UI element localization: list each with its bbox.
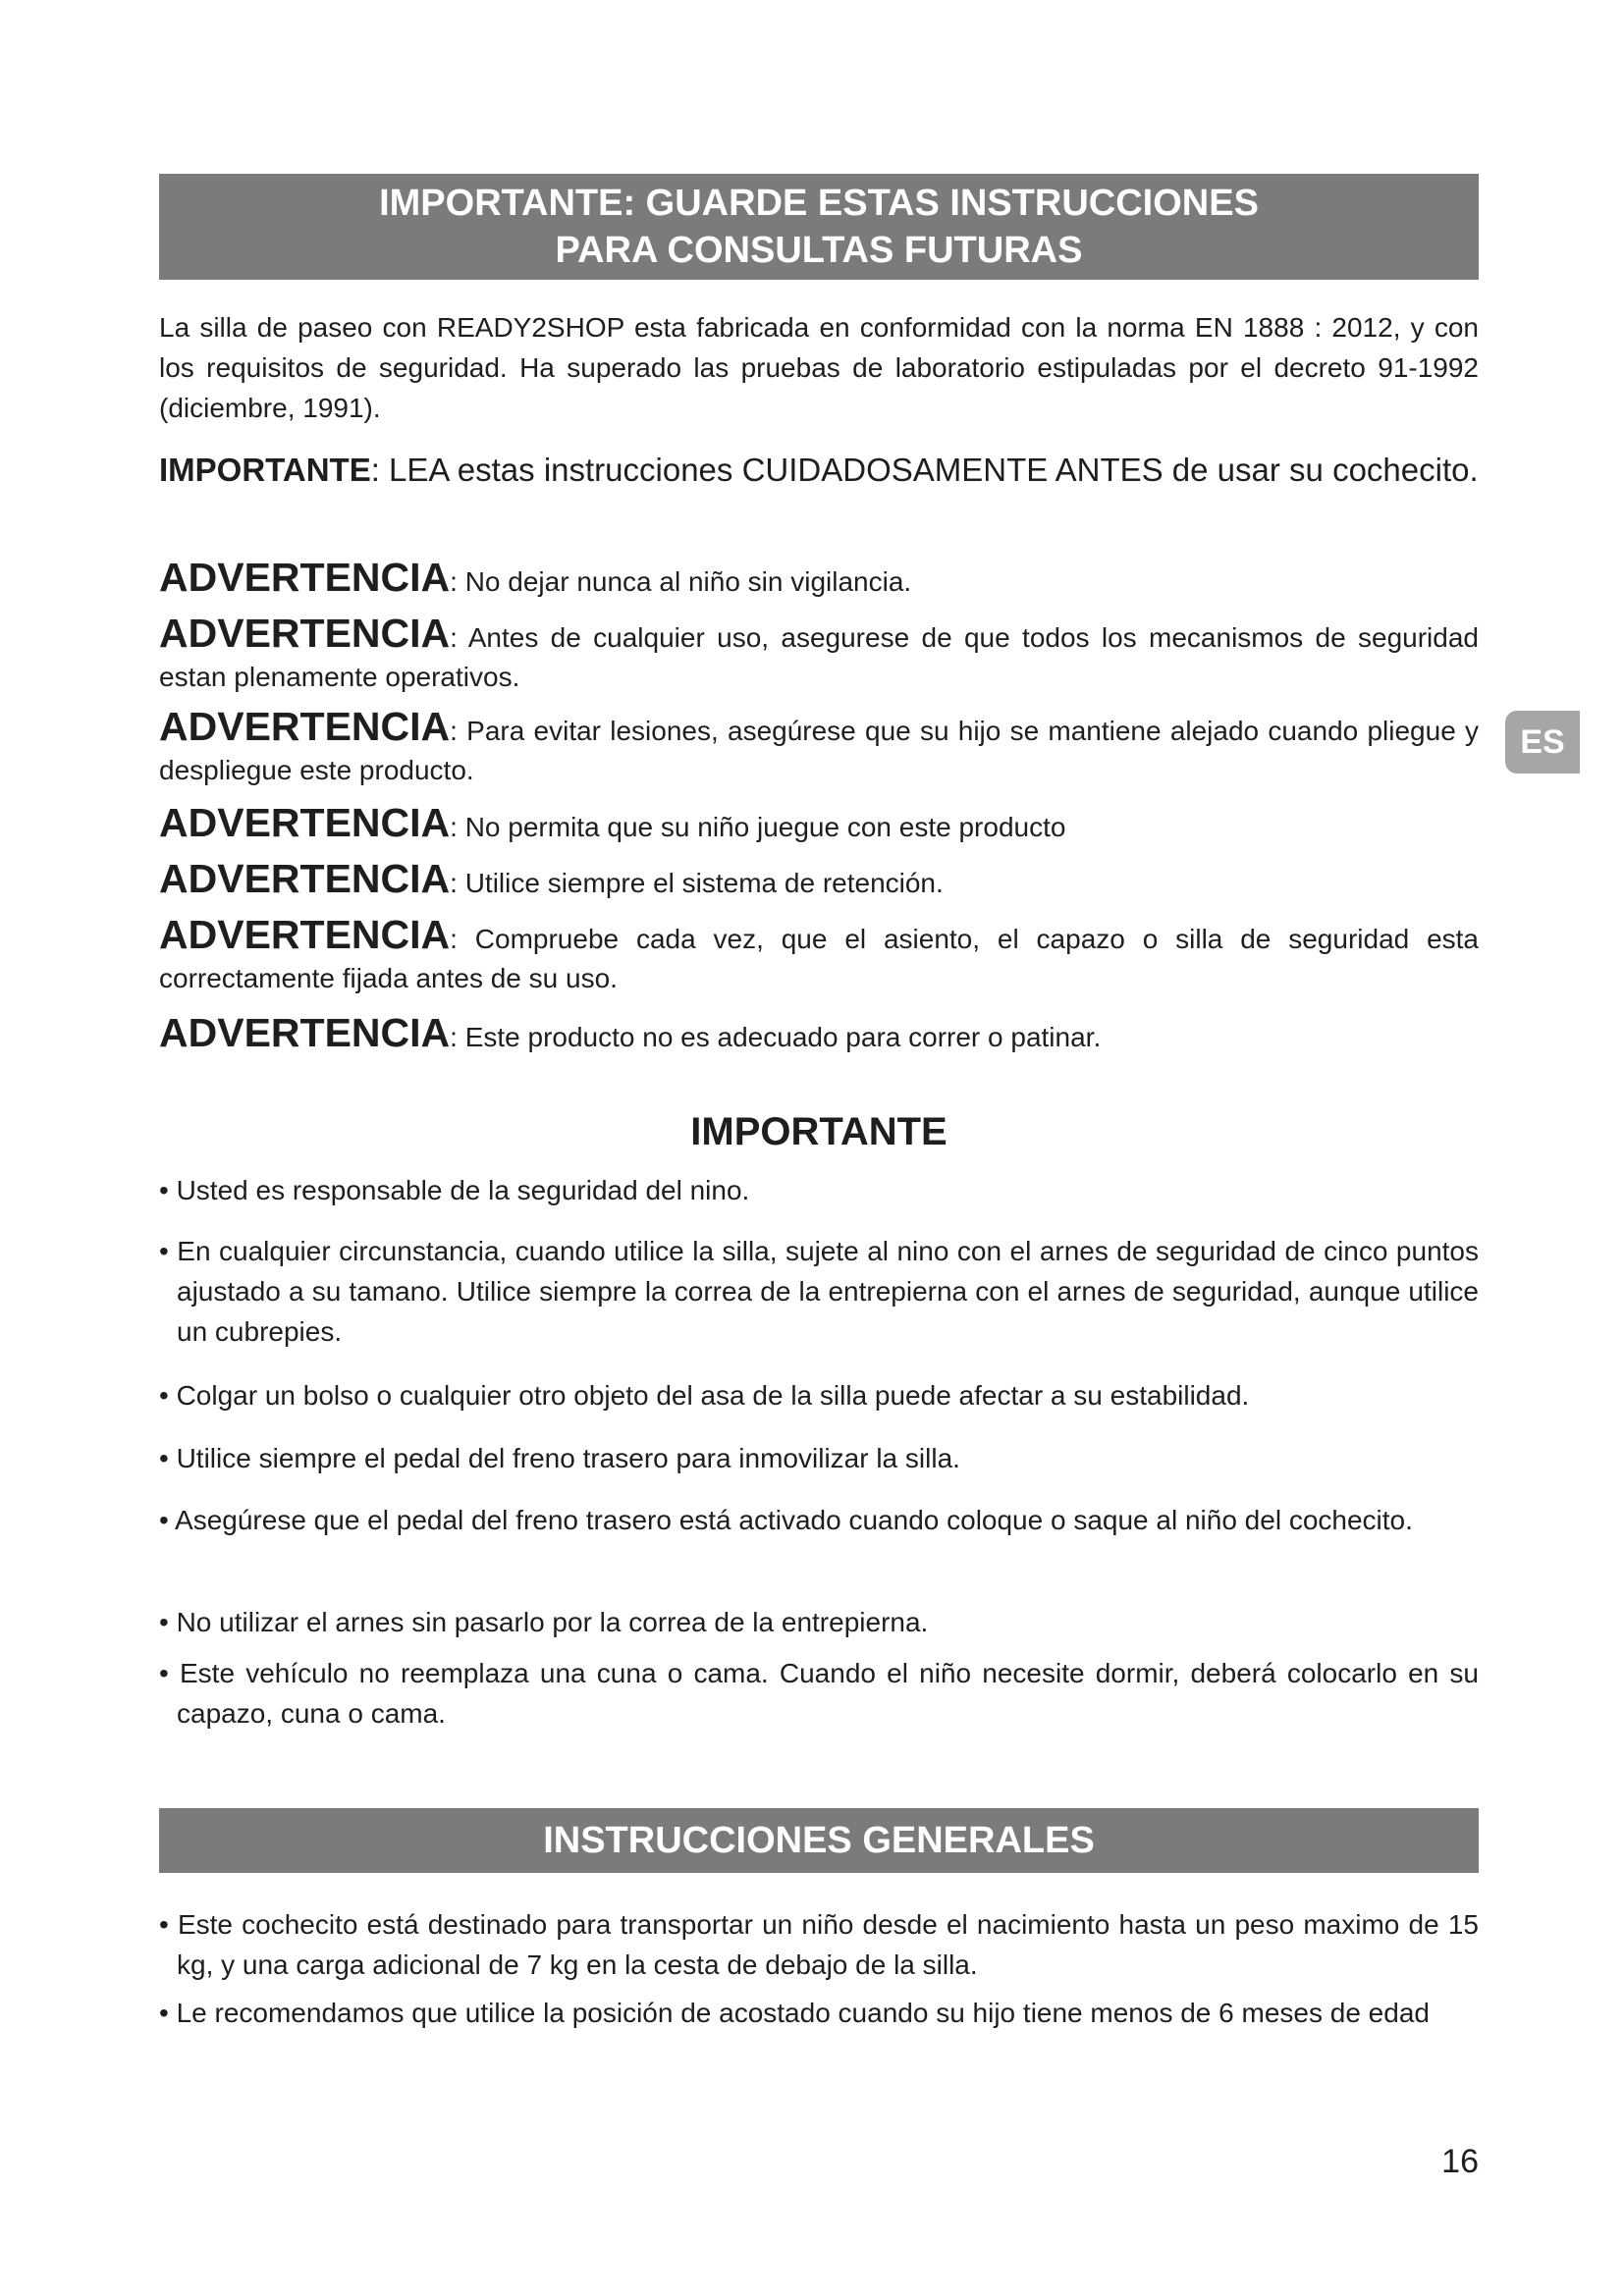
list-item: • Colgar un bolso o cualquier otro objeto del asa de la silla puede afectar a su estabilidad. bbox=[159, 1380, 1250, 1411]
warning-text: : Antes de cualquier uso, asegurese de que todos los mecanismos de seguridad estan plenamente operativos. bbox=[159, 622, 1479, 692]
banner-title: INSTRUCCIONES GENERALES bbox=[543, 1820, 1095, 1861]
warning-label: ADVERTENCIA bbox=[159, 912, 451, 957]
warning-item bbox=[159, 856, 1479, 903]
warning-text: : Utilice siempre el sistema de retención. bbox=[450, 868, 944, 898]
general-instructions-banner bbox=[159, 1808, 1479, 1873]
warning-text: : Compruebe cada vez, que el asiento, el capazo o silla de seguridad esta correctamente fijada antes de su uso. bbox=[159, 924, 1479, 993]
warning-label: ADVERTENCIA bbox=[159, 1010, 451, 1055]
warning-label: ADVERTENCIA bbox=[159, 800, 451, 845]
warning-item bbox=[159, 912, 1479, 998]
important-note-text: : LEA estas instrucciones CUIDADOSAMENTE ANTES de usar su cochecito. bbox=[370, 452, 1479, 488]
list-item: • Asegúrese que el pedal del freno trasero está activado cuando coloque o saque al niño del cochecito. bbox=[159, 1505, 1413, 1535]
list-item: • No utilizar el arnes sin pasarlo por la correa de la entrepierna. bbox=[159, 1607, 929, 1637]
language-tab: ES bbox=[1505, 711, 1580, 774]
warning-item bbox=[159, 800, 1479, 847]
list-item: • Este vehículo no reemplaza una cuna o cama. Cuando el niño necesite dormir, deberá colocarlo en su capazo, cuna o cama. bbox=[159, 1658, 1479, 1729]
warning-text: : No dejar nunca al niño sin vigilancia. bbox=[450, 566, 912, 597]
warning-text: : Para evitar lesiones, asegúrese que su hijo se mantiene alejado cuando pliegue y despliegue este producto. bbox=[159, 716, 1479, 785]
list-item: • Le recomendamos que utilice la posición de acostado cuando su hijo tiene menos de 6 meses de edad bbox=[159, 1998, 1430, 2028]
warning-item bbox=[159, 555, 1479, 602]
important-section-title: IMPORTANTE bbox=[690, 1110, 947, 1153]
warning-label: ADVERTENCIA bbox=[159, 555, 451, 600]
warning-item bbox=[159, 611, 1479, 697]
page-number: 16 bbox=[1441, 2143, 1479, 2180]
warning-label: ADVERTENCIA bbox=[159, 856, 451, 901]
warning-label: ADVERTENCIA bbox=[159, 611, 451, 656]
banner-title-line-2: PARA CONSULTAS FUTURAS bbox=[555, 230, 1083, 271]
list-item: • En cualquier circunstancia, cuando utilice la silla, sujete al nino con el arnes de seguridad de cinco puntos ajustado a su tamano. Utilice siempre la correa de la entrepierna con el arnes de seguridad, aunque utilice un cubrepies. bbox=[159, 1236, 1479, 1347]
list-item: • Utilice siempre el pedal del freno trasero para inmovilizar la silla. bbox=[159, 1443, 960, 1473]
important-note-label: IMPORTANTE bbox=[159, 452, 371, 488]
warning-item bbox=[159, 1010, 1479, 1057]
top-section-banner bbox=[159, 174, 1479, 280]
intro-paragraph: La silla de paseo con READY2SHOP esta fabricada en conformidad con la norma EN 1888 : 2012, y con los requisitos de seguridad. Ha superado las pruebas de laboratorio estipuladas por el decreto 91-1992 (diciembre, 1991). bbox=[159, 312, 1479, 423]
list-item: • Usted es responsable de la seguridad del nino. bbox=[159, 1175, 750, 1205]
warning-label: ADVERTENCIA bbox=[159, 704, 451, 749]
banner-title-line-1: IMPORTANTE: GUARDE ESTAS INSTRUCCIONES bbox=[379, 183, 1259, 224]
important-note bbox=[159, 447, 1479, 493]
warning-item bbox=[159, 704, 1479, 790]
warning-text: : No permita que su niño juegue con este producto bbox=[450, 812, 1066, 842]
warning-text: : Este producto no es adecuado para correr o patinar. bbox=[450, 1022, 1102, 1052]
list-item: • Este cochecito está destinado para transportar un niño desde el nacimiento hasta un peso maximo de 15 kg, y una carga adicional de 7 kg en la cesta de debajo de la silla. bbox=[159, 1909, 1479, 1980]
